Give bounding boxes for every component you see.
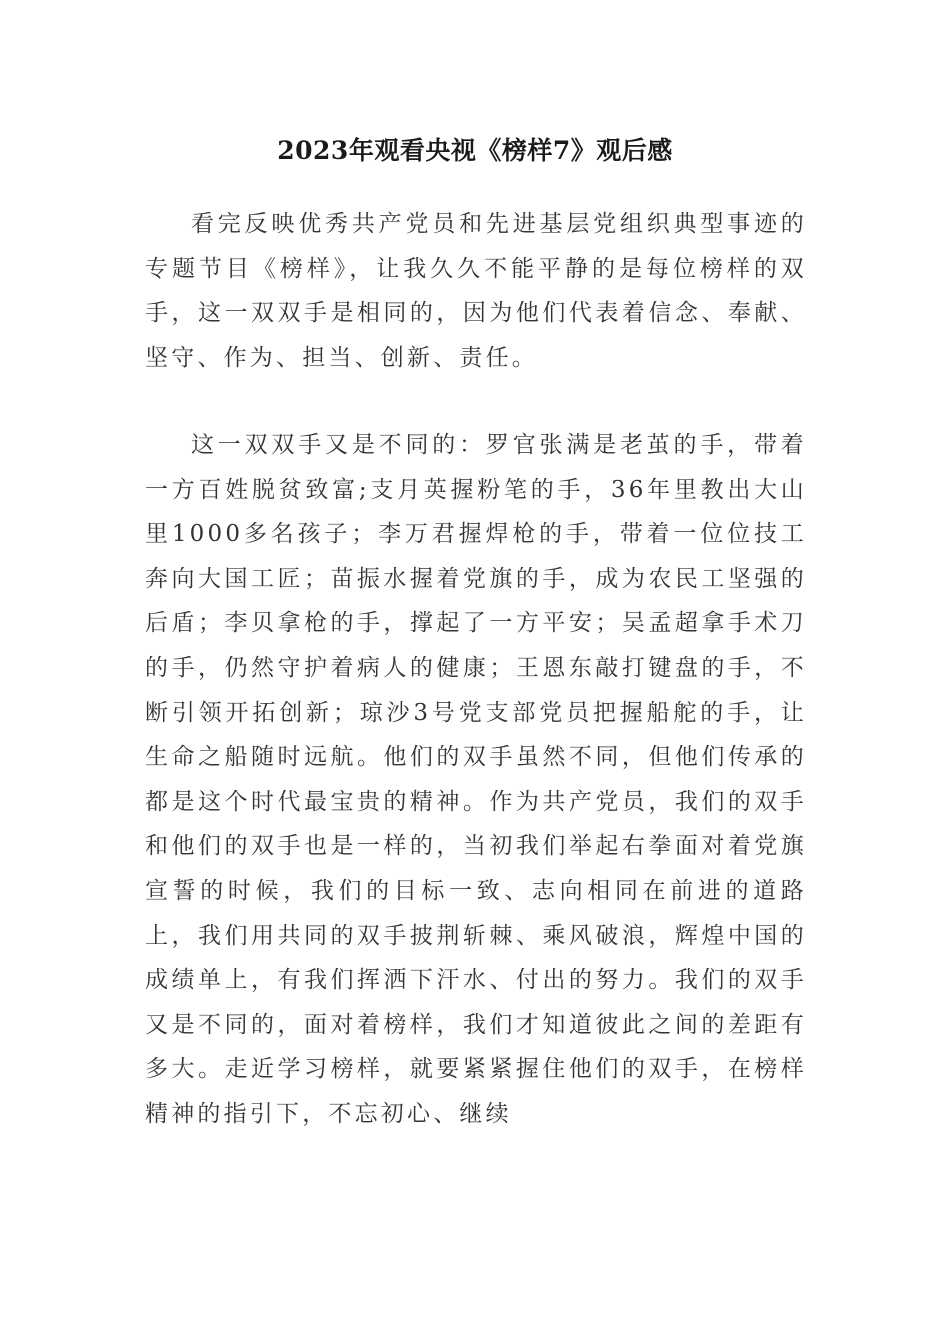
paragraph-1: 看完反映优秀共产党员和先进基层党组织典型事迹的专题节目《榜样》，让我久久不能平静的是每位榜样的双手，这一双双手是相同的，因为他们代表着信念、奉献、坚守、作为、担当、创新、责任。 <box>145 211 807 371</box>
paragraph-2: 这一双双手又是不同的：罗官张满是老茧的手，带着一方百姓脱贫致富;支月英握粉笔的手，36年里教出大山里1000多名孩子；李万君握焊枪的手，带着一位位技工奔向大国工匠；苗振水握着党旗的手，成为农民工坚强的后盾；李贝拿枪的手，撑起了一方平安；吴孟超拿手术刀的手，仍然守护着病人的健康；王恩东敲打键盘的手，不断引领开拓创新；琼沙3号党支部党员把握船舵的手，让生命之船随时远航。他们的双手虽然不同，但他们传承的都是这个时代最宝贵的精神。作为共产党员，我们的双手和他们的双手也是一样的，当初我们举起右拳面对着党旗宣誓的时候，我们的目标一致、志向相同在前进的道路上，我们用共同的双手披荆斩棘、乘风破浪，辉煌中国的成绩单上，有我们挥洒下汗水、付出的努力。我们的双手又是不同的，面对着榜样，我们才知道彼此之间的差距有多大。走近学习榜样，就要紧紧握住他们的双手，在榜样精神的指引下，不忘初心、继续 <box>145 432 807 1127</box>
document-title: 2023年观看央视《榜样7》观后感 <box>277 136 673 165</box>
